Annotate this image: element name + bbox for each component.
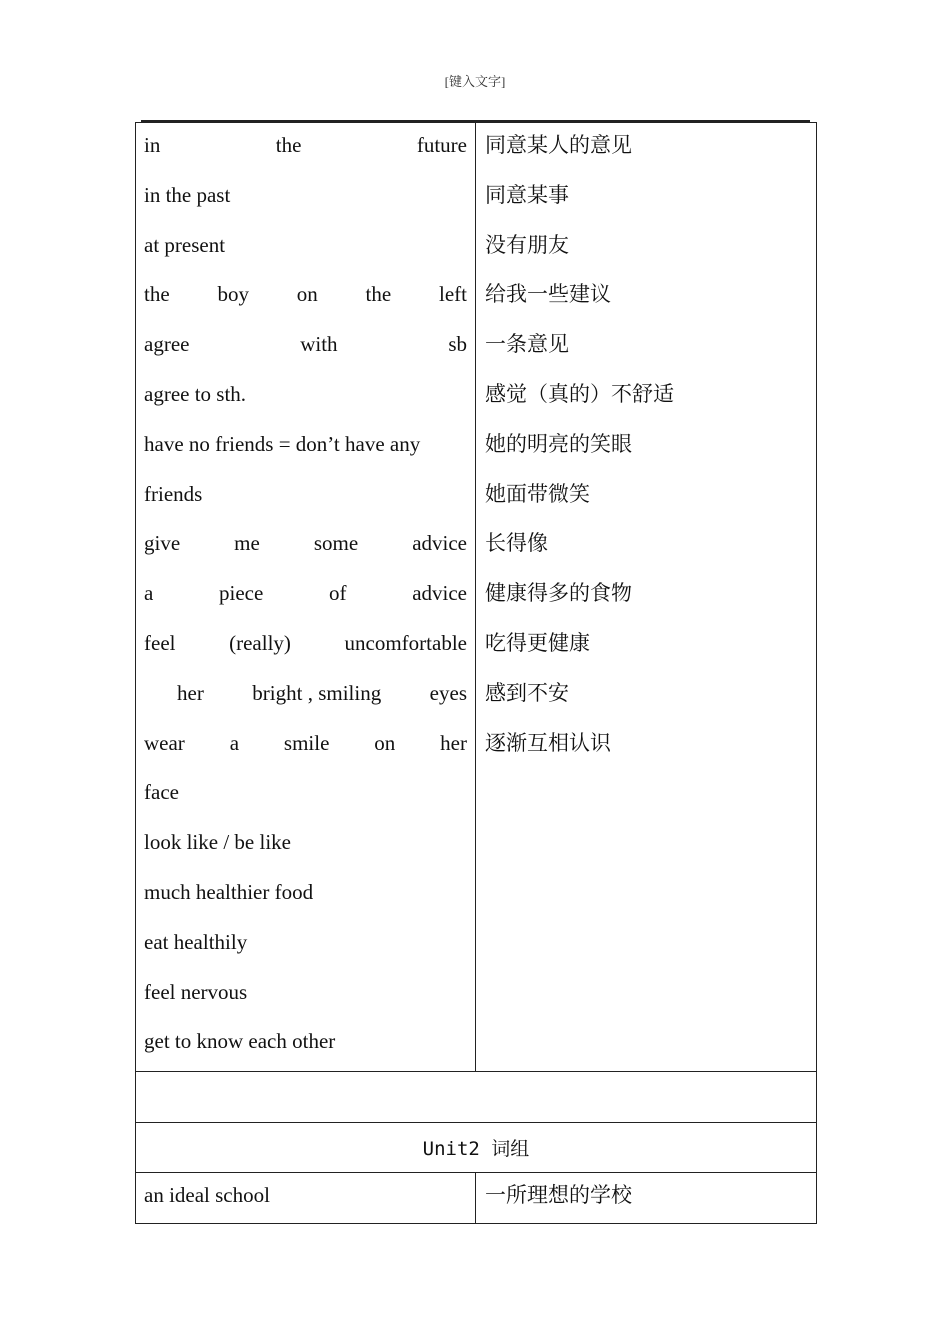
english-phrase-line	[144, 478, 467, 528]
english-phrase-word: have no friends = don’t have any	[144, 431, 421, 456]
english-phrase-line	[144, 926, 467, 976]
english-phrase-word: friends	[144, 481, 203, 506]
english-phrase-word: at present	[144, 232, 226, 257]
english-phrase-line	[144, 179, 467, 229]
english-phrase-line	[144, 976, 467, 1026]
english-phrase-line	[144, 278, 467, 328]
chinese-meaning-line: 她的明亮的笑眼	[485, 431, 632, 456]
english-phrase-line	[144, 876, 467, 926]
english-phrase-word: me	[234, 531, 260, 556]
chinese-meaning-line: 吃得更健康	[485, 630, 590, 655]
english-phrase-word: left	[439, 282, 467, 307]
english-phrase-word: give	[144, 531, 181, 556]
english-phrase-line	[144, 1025, 467, 1075]
chinese-meaning-line: 感觉（真的）不舒适	[485, 381, 674, 406]
english-phrase-word: some	[313, 531, 359, 556]
unit2-english-cell	[136, 1173, 476, 1223]
unit1-phrases-row	[136, 123, 816, 1071]
english-phrase-line	[144, 527, 467, 577]
chinese-meaning-line: 给我一些建议	[485, 282, 611, 307]
english-phrase-word: her	[177, 680, 204, 705]
chinese-meaning-line: 长得像	[485, 531, 548, 556]
english-phrase-word: get to know each other	[144, 1029, 336, 1054]
english-phrase-word: the	[275, 133, 302, 157]
english-phrase-word: on	[296, 282, 318, 307]
english-phrase-word: bright , smiling	[252, 680, 382, 705]
unit2-chinese-cell	[476, 1173, 816, 1223]
chinese-meaning-line: 同意某事	[485, 182, 569, 207]
chinese-meaning-line: 一条意见	[485, 332, 569, 357]
unit2-phrase-row	[136, 1172, 816, 1223]
english-phrase-word: smile	[283, 730, 330, 755]
english-phrase-word: advice	[412, 531, 467, 556]
chinese-meaning-line: 没有朋友	[485, 232, 569, 257]
english-phrase-word: wear	[144, 730, 185, 755]
english-phrase-word: the	[144, 282, 170, 307]
english-phrase-line	[144, 129, 467, 179]
english-phrase-line	[144, 229, 467, 279]
english-phrase-word: agree	[144, 332, 190, 357]
english-phrase-word: eyes	[429, 680, 467, 705]
english-phrase-word: of	[329, 581, 347, 606]
english-phrases-column	[136, 123, 476, 1071]
english-phrase-line	[144, 776, 467, 826]
english-phrase-word: feel	[144, 630, 176, 655]
english-phrase-word: advice	[412, 581, 467, 606]
unit2-english-phrase: an ideal school	[144, 1183, 270, 1207]
english-phrase-word: the	[365, 282, 392, 307]
english-phrase-word: agree to sth.	[144, 381, 247, 406]
chinese-meaning-line: 健康得多的食物	[485, 581, 632, 606]
chinese-meanings-column	[476, 123, 816, 1071]
chinese-meaning-line: 同意某人的意见	[485, 133, 632, 157]
english-phrase-word: on	[374, 730, 396, 755]
english-phrase-word: (really)	[229, 630, 291, 655]
page-header: [键入文字]	[444, 74, 506, 89]
unit2-title-row	[136, 1122, 816, 1172]
english-phrase-word: her	[440, 730, 467, 755]
chinese-meaning-line: 她面带微笑	[485, 481, 590, 506]
english-phrase-word: face	[144, 780, 179, 805]
phrase-table	[135, 122, 817, 1224]
english-phrase-line	[144, 428, 467, 478]
english-phrase-word: a	[229, 730, 240, 755]
english-phrase-word: look like / be like	[144, 830, 291, 855]
english-phrase-line	[144, 727, 467, 777]
english-phrase-word: feel nervous	[144, 979, 248, 1004]
english-phrase-word: eat healthily	[144, 929, 248, 954]
english-phrase-word: sb	[448, 332, 467, 357]
english-phrase-line	[144, 378, 467, 428]
english-phrase-line	[144, 577, 467, 627]
english-phrase-word: uncomfortable	[344, 630, 467, 655]
english-phrase-word: in	[144, 133, 161, 157]
chinese-meaning-line: 逐渐互相认识	[485, 730, 611, 755]
english-phrase-word: a	[144, 581, 154, 606]
english-phrase-word: in the past	[144, 182, 231, 207]
english-phrase-line	[144, 826, 467, 876]
empty-row	[136, 1071, 816, 1122]
english-phrase-line	[144, 627, 467, 677]
unit2-chinese-meaning: 一所理想的学校	[485, 1183, 632, 1207]
english-phrase-word: future	[416, 133, 467, 157]
english-phrase-word: boy	[217, 282, 249, 307]
english-phrase-line	[144, 677, 467, 727]
chinese-meaning-line: 感到不安	[485, 680, 569, 705]
unit2-title: Unit2 词组	[422, 1138, 530, 1160]
english-phrase-word: with	[300, 332, 338, 357]
english-phrase-word: much healthier food	[144, 879, 314, 904]
english-phrase-word: piece	[219, 581, 264, 606]
english-phrase-line	[144, 328, 467, 378]
